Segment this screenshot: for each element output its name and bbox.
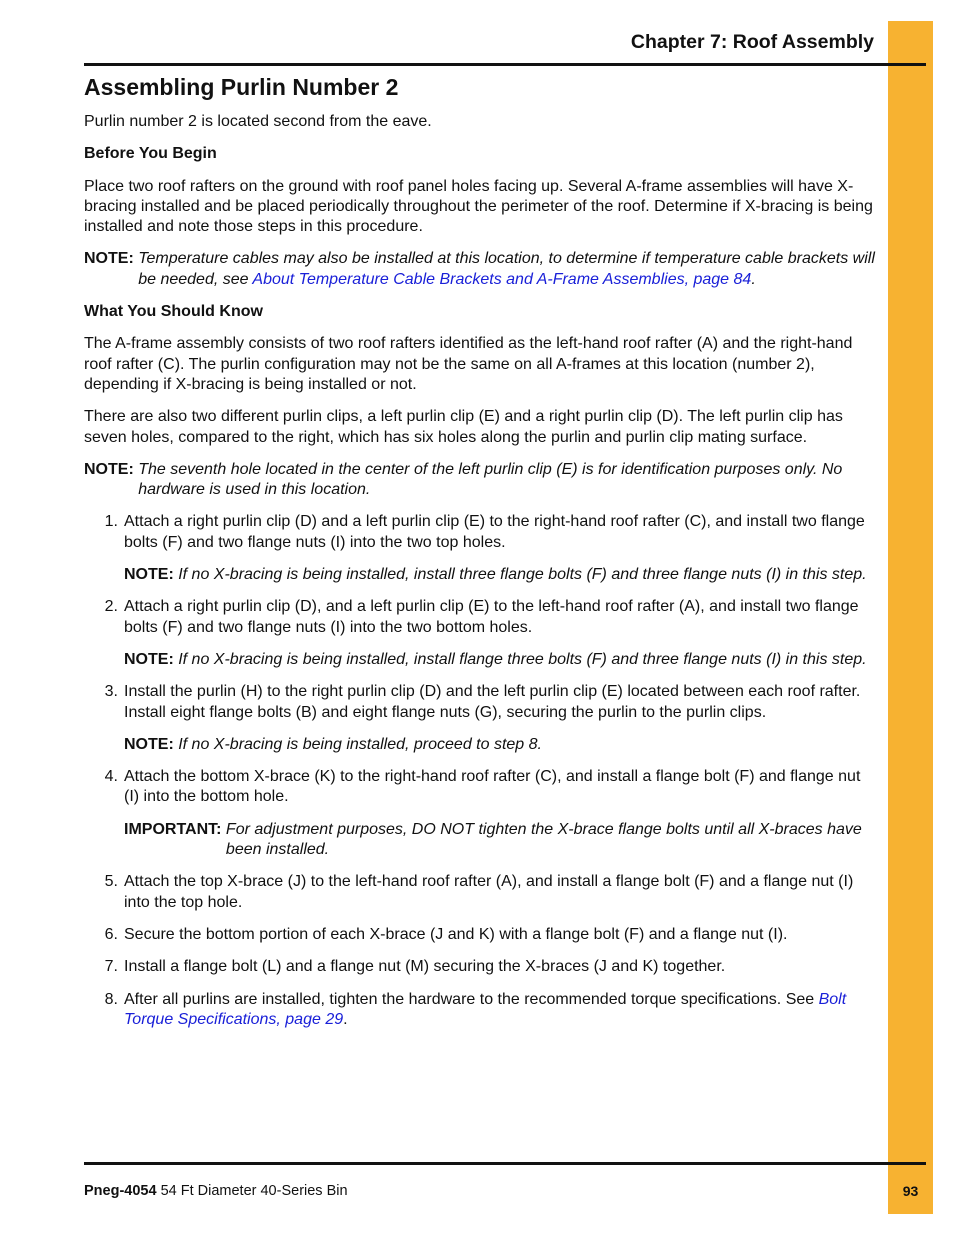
before-you-begin-text: Place two roof rafters on the ground with roof panel holes facing up. Several A-frame assemblies will have X-bracing installed and be placed periodically throughout the perimeter of the roof. Determine if X-bracing is being installed and note those steps in this procedure.	[84, 177, 873, 236]
chapter-title: Chapter 7: Roof Assembly	[630, 31, 874, 53]
know-paragraph-1: The A-frame assembly consists of two roof rafters identified as the left-hand roof rafter (A) and the right-hand roof rafter (C). The purlin configuration may not be the same on all A-frames at this location (number 2), depending if X-bracing is being installed or not.	[84, 335, 853, 393]
step-1-note: NOTE: If no X-bracing is being installed, install three flange bolts (F) and three flange nuts (I) in this step.	[124, 566, 867, 584]
page-content	[84, 70, 876, 1042]
temperature-cable-link[interactable]: About Temperature Cable Brackets and A-Frame Assemblies, page 84	[252, 270, 752, 288]
step-item: 7. Install a flange bolt (L) and a flange nut (M) securing the X-braces (J and K) together.	[104, 958, 726, 976]
document-id: Pneg-4054	[84, 1183, 157, 1199]
page-number: 93	[902, 1183, 919, 1199]
step-item: 6. Secure the bottom portion of each X-brace (J and K) with a flange bolt (F) and a flange nut (I).	[104, 925, 788, 943]
step-2-note: NOTE: If no X-bracing is being installed, install flange three bolts (F) and three flange nuts (I) in this step.	[124, 650, 867, 668]
note-label: NOTE:	[84, 250, 139, 268]
header-rule	[84, 63, 926, 66]
document-title: 54 Ft Diameter 40-Series Bin	[156, 1183, 348, 1199]
intro-text: Purlin number 2 is located second from the eave.	[84, 113, 432, 130]
bolt-torque-link[interactable]: Bolt Torque Specifications, page 29	[124, 990, 847, 1028]
procedure-steps	[84, 512, 876, 1030]
know-paragraph-2: There are also two different purlin clips, a left purlin clip (E) and a right purlin clip (D). The left purlin clip has seven holes, compared to the right, which has six holes along the purlin and purlin clip mating surface.	[84, 408, 843, 446]
step-item: 8. After all purlins are installed, tighten the hardware to the recommended torque specifications. See Bolt Torque Specifications, page 29.	[104, 990, 847, 1028]
note-text: The seventh hole located in the center of the left purlin clip (E) is for identification purposes only. No hardware is used in this location.	[138, 460, 843, 499]
step-item: 5. Attach the top X-brace (J) to the left-hand roof rafter (A), and install a flange bolt (F) and a flange nut (I) into the top hole.	[104, 873, 854, 911]
what-you-should-know-heading: What You Should Know	[84, 303, 263, 321]
chapter-side-tab	[888, 21, 933, 1214]
step-item: 4. Attach the bottom X-brace (K) to the right-hand roof rafter (C), and install a flange bolt (F) and flange nut (I) into the bottom hole.	[104, 768, 861, 806]
step-item: 1. Attach a right purlin clip (D) and a left purlin clip (E) to the right-hand roof rafter (C), and install two flange bolts (F) and two flange nuts (I) into the two top holes.	[104, 513, 865, 551]
step-3-note: NOTE: If no X-bracing is being installed, proceed to step 8.	[124, 735, 542, 753]
note-temperature-cables: NOTE: Temperature cables may also be installed at this location, to determine if temperature cable brackets will be needed, see About Temperature Cable Brackets and A-Frame Assemblies, page 84.	[84, 249, 876, 290]
footer-rule	[84, 1162, 926, 1165]
step-item: 3. Install the purlin (H) to the right purlin clip (D) and the left purlin clip (E) located between each roof rafter. Install eight flange bolts (B) and eight flange nuts (G), securing the purlin to the purlin clips.	[104, 683, 861, 721]
note-text: Temperature cables may also be installed at this location, to determine if temperature cable brackets will be needed, see	[138, 250, 875, 288]
before-you-begin-heading: Before You Begin	[84, 145, 217, 163]
footer-document-info	[84, 1183, 348, 1199]
step-item: 2. Attach a right purlin clip (D), and a left purlin clip (E) to the left-hand roof rafter (A), and install two flange bolts (F) and two flange nuts (I) into the two bottom holes.	[104, 598, 859, 636]
note-seventh-hole	[84, 460, 876, 501]
step-4-important: IMPORTANT: For adjustment purposes, DO NOT tighten the X-brace flange bolts until all X-braces have been installed.	[124, 820, 862, 859]
page-title: Assembling Purlin Number 2	[84, 74, 399, 100]
note-label: NOTE:	[84, 460, 139, 478]
